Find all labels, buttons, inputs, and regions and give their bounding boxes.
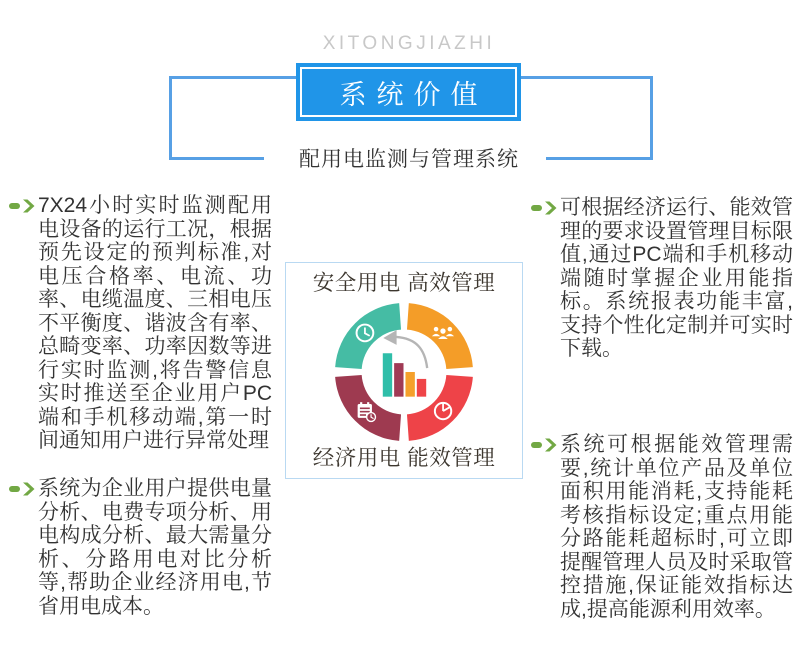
arrow-bullet-icon bbox=[531, 201, 558, 215]
bullet-left-1 bbox=[9, 194, 272, 453]
value-wheel-graphic bbox=[331, 299, 477, 445]
section-title-banner bbox=[296, 63, 521, 121]
arrow-bullet-icon bbox=[9, 199, 36, 213]
bracket-line-top-left bbox=[169, 76, 296, 79]
arrow-bullet-icon bbox=[531, 438, 558, 452]
bracket-line-top-right bbox=[521, 76, 653, 79]
value-diagram-panel bbox=[285, 262, 523, 479]
section-title: 系统价值 bbox=[339, 79, 488, 110]
wheel-hub bbox=[363, 330, 446, 413]
bullet-right-2 bbox=[531, 433, 793, 621]
diagram-top-label: 安全用电 高效管理 bbox=[312, 271, 496, 295]
eyebrow-text: XITONGJIAZHI bbox=[322, 33, 496, 54]
bullet-left-2 bbox=[9, 477, 272, 618]
bullet-left-2-text: 系统为企业用户提供电量分析、电费专项分析、用电构成分析、最大需量分析、分路用电对比分析等,帮助企业经济用电,节省用电成本。 bbox=[38, 477, 272, 618]
bullet-right-2-text: 系统可根据能效管理需要,统计单位产品及单位面积用能消耗,支持能耗考核指标设定;重点用能分路能耗超标时,可立即提醒管理人员及时采取管控措施,保证能效指标达成,提高能源利用效率。 bbox=[560, 433, 793, 621]
bullet-left-1-text: 7X24小时实时监测配用电设备的运行工况，根据预先设定的预判标准,对电压合格率、电流、功率、电缆温度、三相电压不平衡度、谐波含有率、总畸变率、功率因数等进行实时监测,将告警信息实时推送至企业用户PC端和手机移动端,第一时间通知用户进行异常处理 bbox=[38, 194, 272, 452]
arrow-bullet-icon bbox=[9, 482, 36, 496]
bullet-right-1 bbox=[531, 196, 793, 361]
section-subtitle: 配用电监测与管理系统 bbox=[299, 148, 519, 171]
bullet-right-1-text: 可根据经济运行、能效管理的要求设置管理目标限值,通过PC端和手机移动端随时掌握企业用能指标。系统报表功能丰富,支持个性化定制并可实时下载。 bbox=[560, 196, 793, 360]
diagram-bottom-label: 经济用电 能效管理 bbox=[312, 446, 496, 471]
